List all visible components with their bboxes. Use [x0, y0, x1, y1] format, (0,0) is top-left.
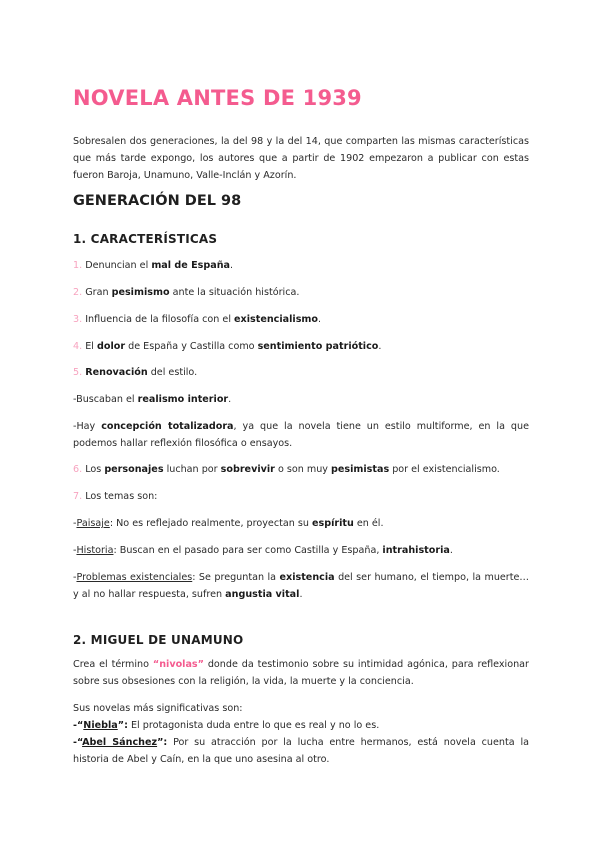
item-number: 7. [73, 491, 83, 502]
underlined-text: Paisaje [76, 518, 110, 529]
item-number: 1. [73, 260, 83, 271]
novels-intro: Sus novelas más significativas son: [73, 703, 243, 714]
list-item-4 [73, 338, 529, 355]
item-number: 3. [73, 314, 83, 325]
section-heading-generacion-98: GENERACIÓN DEL 98 [73, 193, 242, 209]
text: . [299, 589, 303, 600]
item-number: 5. [73, 367, 83, 378]
bold-text: personajes [104, 464, 164, 475]
list-item-6 [73, 461, 529, 478]
text: : Se preguntan la [192, 572, 280, 583]
text: de España y Castilla como [125, 341, 258, 352]
novel-abel-sanchez [73, 734, 529, 768]
item-number: 4. [73, 341, 83, 352]
bold-text: dolor [96, 341, 126, 352]
text: Los temas son: [82, 491, 158, 502]
text: . [228, 394, 232, 405]
unamuno-paragraph [73, 656, 529, 690]
bold-text: concepción totalizadora [101, 421, 234, 432]
list-item-7 [73, 488, 529, 505]
bold-text: mal de España [151, 260, 231, 271]
novel-niebla [73, 717, 529, 734]
sub-point-realismo [73, 391, 529, 408]
bold-text: pesimistas [331, 464, 390, 475]
bold-text: pesimismo [111, 287, 170, 298]
tema-paisaje [73, 515, 529, 532]
text: . [230, 260, 234, 271]
item-number: 2. [73, 287, 83, 298]
text: Crea el término [73, 659, 153, 670]
bold-text: -“ [73, 720, 84, 731]
intro-paragraph: Sobresalen dos generaciones, la del 98 y la del 14, que comparten las mismas características que más tarde expongo, los autores que a partir de 1902 empezaron a publicar con estas fueron Baroja, Unamuno, Valle-Inclán y Azorín. [73, 136, 529, 181]
list-item-3 [73, 311, 529, 328]
text: -Buscaban el [73, 394, 138, 405]
list-item-1 [73, 257, 529, 274]
text: por el existencialismo. [389, 464, 500, 475]
text: Influencia de la filosofía con el [82, 314, 235, 325]
text: en él. [353, 518, 384, 529]
bold-text: realismo interior [137, 394, 229, 405]
list-item-5 [73, 364, 529, 381]
text: luchan por [163, 464, 221, 475]
text: Denuncian el [82, 260, 152, 271]
highlight-text: “nivolas” [152, 659, 204, 670]
text: - [73, 545, 77, 556]
underlined-text: Historia [76, 545, 114, 556]
novel-title: Abel Sánchez [82, 737, 158, 748]
text: - [73, 518, 77, 529]
tema-problemas-existenciales [73, 569, 529, 603]
bold-text: intrahistoria [382, 545, 450, 556]
text: - [73, 572, 77, 583]
text: . [318, 314, 322, 325]
text: o son muy [274, 464, 332, 475]
bold-text: sentimiento patriótico [257, 341, 379, 352]
text: El [82, 341, 97, 352]
list-item-2 [73, 284, 529, 301]
bold-text: -“ [73, 737, 83, 748]
subheading-unamuno: 2. MIGUEL DE UNAMUNO [73, 633, 244, 647]
item-number: 6. [73, 464, 83, 475]
text: . [378, 341, 382, 352]
bold-text: Renovación [85, 367, 148, 378]
text: ante la situación histórica. [169, 287, 300, 298]
sub-point-concepcion [73, 418, 529, 452]
bold-text: angustia vital [225, 589, 300, 600]
page-title: NOVELA ANTES DE 1939 [73, 86, 362, 110]
text: del estilo. [147, 367, 198, 378]
bold-text: ”: [157, 737, 168, 748]
bold-text: ”: [117, 720, 128, 731]
subheading-caracteristicas: 1. CARACTERÍSTICAS [73, 232, 218, 246]
novel-title: Niebla [83, 720, 118, 731]
tema-historia [73, 542, 529, 559]
text: El protagonista duda entre lo que es real y no lo es. [127, 720, 380, 731]
text: . [449, 545, 453, 556]
bold-text: existencialismo [234, 314, 318, 325]
text: Los [82, 464, 105, 475]
text: : No es reflejado realmente, proyectan su [109, 518, 312, 529]
text: donde da testimonio sobre su intimidad agónica, para reflexionar sobre sus obsesiones con la religión, la vida, la muerte y la conciencia. [73, 659, 529, 687]
text: Gran [82, 287, 112, 298]
text: del ser humano, el tiempo, la muerte… y al no hallar respuesta, sufren [73, 572, 530, 600]
text: , ya que la novela tiene un estilo multiforme, en la que podemos hallar reflexión filosófica o ensayos. [73, 421, 529, 449]
text: -Hay [73, 421, 102, 432]
bold-text: espíritu [312, 518, 354, 529]
bold-text: existencia [279, 572, 335, 583]
text: : Buscan en el pasado para ser como Castilla y España, [113, 545, 383, 556]
underlined-text: Problemas existenciales [76, 572, 193, 583]
text: Por su atracción por la lucha entre hermanos, está novela cuenta la historia de Abel y Caín, en la que uno asesina al otro. [73, 737, 529, 765]
bold-text: sobrevivir [220, 464, 275, 475]
